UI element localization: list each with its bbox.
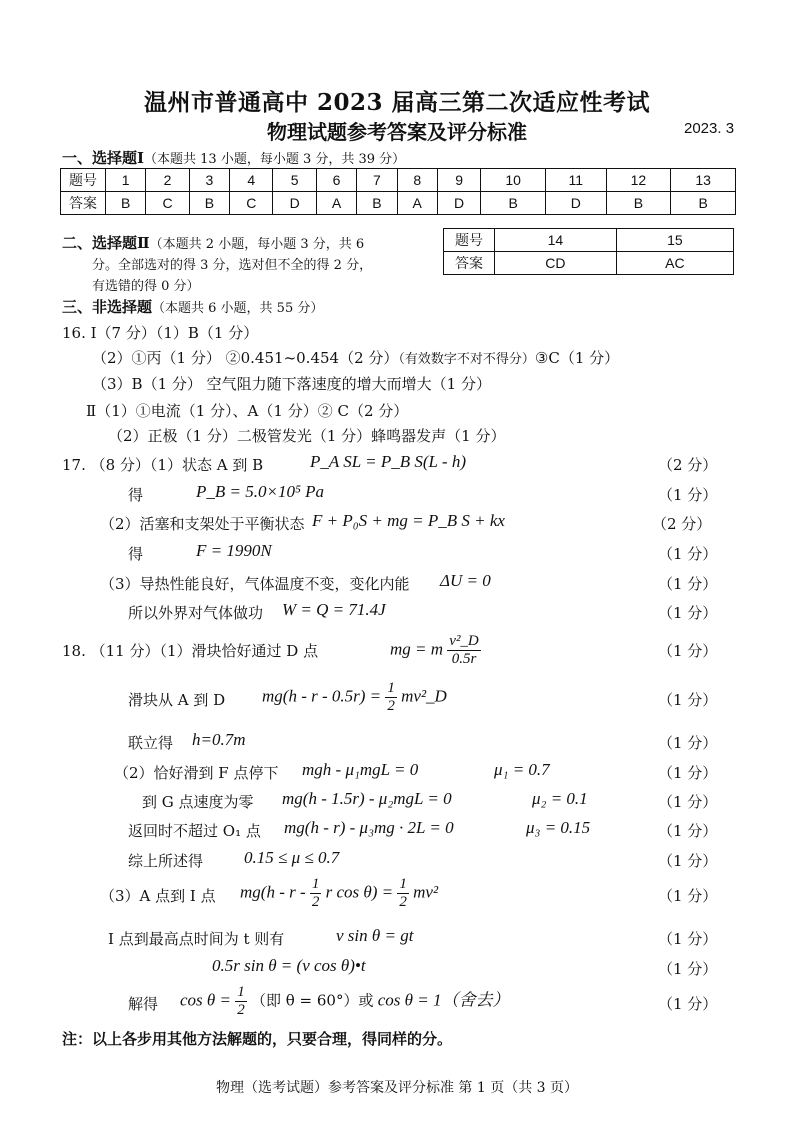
table-cell: B xyxy=(106,192,146,215)
table-row xyxy=(444,252,734,275)
q17-line2-math: P_B = 5.0×10⁵ Pa xyxy=(196,482,325,501)
table-row xyxy=(444,229,734,252)
table-cell: C xyxy=(230,192,273,215)
q18-line2-lhs: mg(h - r - 0.5r) = xyxy=(262,686,382,706)
page-subtitle: 物理试题参考答案及评分标准 xyxy=(267,120,527,144)
section3-title: 三、非选择题 xyxy=(62,298,153,316)
fraction-denominator: 2 xyxy=(399,894,407,910)
table-cell: B xyxy=(481,192,546,215)
table-cell: 3 xyxy=(189,169,229,192)
table-cell: CD xyxy=(495,252,617,275)
table-row xyxy=(61,192,736,215)
q18-line1-points: （1 分） xyxy=(658,642,718,660)
table-cell: 13 xyxy=(671,169,736,192)
q18-line4-text: （2）恰好滑到 F 点停下 xyxy=(114,764,279,782)
fraction xyxy=(385,680,397,715)
q18-line11-rhs: cos θ = 1（舍去） xyxy=(377,990,510,1010)
table-cell: A xyxy=(316,192,356,215)
q17-line6-math: W = Q = 71.4J xyxy=(282,600,386,619)
q18-line6-result: μ₃ = 0.15 xyxy=(526,818,591,837)
q17-line2-points: （1 分） xyxy=(658,486,718,504)
table-cell: 8 xyxy=(397,169,437,192)
q17-line4-points: （1 分） xyxy=(658,545,718,563)
q18-line7-math: 0.15 ≤ μ ≤ 0.7 xyxy=(244,848,340,867)
table-cell: 14 xyxy=(495,229,617,252)
section1-heading xyxy=(62,147,405,168)
q18-line6-points: （1 分） xyxy=(658,822,718,840)
table-cell: D xyxy=(545,192,606,215)
q18-line8-text: （3）A 点到 I 点 xyxy=(100,887,216,905)
table-cell: 6 xyxy=(316,169,356,192)
section2-line3: 有选错的得 0 分） xyxy=(92,279,200,294)
q18-line6-text: 返回时不超过 O₁ 点 xyxy=(128,822,261,840)
q18-line7-text: 综上所述得 xyxy=(128,852,204,870)
q17-line5-math: ΔU = 0 xyxy=(440,571,491,590)
q18-line8-lhs: mg(h - r - xyxy=(240,882,306,902)
section2-desc: （本题共 2 小题，每小题 3 分，共 6 xyxy=(149,237,365,252)
q17-line1-points: （2 分） xyxy=(658,456,718,474)
q17-line1-text: 17. （8 分）（1）状态 A 到 B xyxy=(62,456,264,474)
table-cell: B xyxy=(606,192,671,215)
q18-line10-math: 0.5r sin θ = (v cos θ)•t xyxy=(212,956,366,975)
q18-line1-math xyxy=(390,633,481,668)
q17-line3-points: （2 分） xyxy=(652,515,712,533)
q18-line5-result: μ₂ = 0.1 xyxy=(532,789,588,808)
table-cell: B xyxy=(357,192,397,215)
table-row xyxy=(61,169,736,192)
q17-line4-math: F = 1990N xyxy=(196,541,272,560)
table-cell: AC xyxy=(616,252,733,275)
q18-line3-math: h=0.7m xyxy=(192,730,246,749)
q18-line1-lhs: mg = m xyxy=(390,639,444,659)
fraction-numerator: 1 xyxy=(311,876,320,892)
q18-line10-points: （1 分） xyxy=(658,960,718,978)
table-cell: D xyxy=(273,192,316,215)
q16-line3: （3）B（1 分） 空气阻力随下落速度的增大而增大（1 分） xyxy=(92,375,491,393)
q18-line6-math: mg(h - r) - μ₃mg · 2L = 0 xyxy=(284,818,454,837)
q18-line8-points: （1 分） xyxy=(658,887,718,905)
section2-line2: 分。全部选对的得 3 分，选对但不全的得 2 分， xyxy=(92,258,373,273)
q18-line1-text: 18. （11 分）（1）滑块恰好通过 D 点 xyxy=(62,642,319,660)
fraction-numerator: 1 xyxy=(399,876,407,892)
q18-line7-points: （1 分） xyxy=(658,852,718,870)
q17-line6-points: （1 分） xyxy=(658,604,718,622)
q18-line2-rhs: mv²_D xyxy=(401,686,447,706)
q18-line9-points: （1 分） xyxy=(658,930,718,948)
q17-line3-math: F + P₀S + mg = P_B S + kx xyxy=(312,511,505,530)
fraction-numerator: 1 xyxy=(237,984,245,1000)
row-label-answer: 答案 xyxy=(61,192,106,215)
q18-line2-text: 滑块从 A 到 D xyxy=(128,691,226,709)
table-cell: 4 xyxy=(230,169,273,192)
q16-line4: Ⅱ（1）①电流（1 分）、A（1 分）② C（2 分） xyxy=(86,402,409,420)
q18-line4-points: （1 分） xyxy=(658,764,718,782)
q18-line11-text: 解得 xyxy=(128,995,159,1013)
q18-line9-text: I 点到最高点时间为 t 则有 xyxy=(108,930,285,948)
answer-table-1 xyxy=(60,168,736,215)
q17-line4-text: 得 xyxy=(128,545,144,563)
table-cell: 7 xyxy=(357,169,397,192)
row-label-number: 题号 xyxy=(444,229,495,252)
section3-heading xyxy=(62,296,323,317)
q17-line1-math: P_A SL = P_B S(L - h) xyxy=(310,452,466,471)
q17-line5-text: （3）导热性能良好，气体温度不变，变化内能 xyxy=(100,575,410,593)
fraction-denominator: 2 xyxy=(387,698,395,714)
answer-table-2 xyxy=(443,228,734,275)
table-cell: 2 xyxy=(146,169,189,192)
q18-line11-mid: （即 θ = 60°）或 xyxy=(250,991,374,1010)
q18-line11-points: （1 分） xyxy=(658,995,718,1013)
q17-line6-text: 所以外界对气体做功 xyxy=(128,604,264,622)
fraction xyxy=(397,876,409,911)
fraction-numerator: v²_D xyxy=(449,633,479,649)
q18-line11-lhs: cos θ = xyxy=(180,990,231,1010)
section3-desc: （本题共 6 小题，共 55 分） xyxy=(152,301,324,316)
section1-desc: （本题共 13 小题，每小题 3 分，共 39 分） xyxy=(144,152,406,167)
q18-line2-math xyxy=(262,680,447,715)
q18-line8-rhs: mv² xyxy=(413,882,439,902)
q16-line2a: （2）①丙（1 分） ②0.451~0.454（2 分） xyxy=(92,349,399,367)
page-title: 温州市普通高中 2023 届高三第二次适应性考试 xyxy=(143,89,651,116)
table-cell: 1 xyxy=(106,169,146,192)
table-cell: 12 xyxy=(606,169,671,192)
q18-line5-text: 到 G 点速度为零 xyxy=(142,793,254,811)
section1-title: 一、选择题Ⅰ xyxy=(62,149,145,167)
fraction-denominator: 2 xyxy=(311,894,320,910)
table-cell: 10 xyxy=(481,169,546,192)
q18-line8-math xyxy=(240,876,438,911)
q18-line8-mid: r cos θ) = xyxy=(325,882,394,902)
table-cell: 9 xyxy=(437,169,480,192)
section2-title: 二、选择题Ⅱ xyxy=(62,234,150,252)
q16-line2 xyxy=(92,347,619,368)
date-label: 2023. 3 xyxy=(684,120,735,137)
table-cell: B xyxy=(671,192,736,215)
q18-line5-points: （1 分） xyxy=(658,793,718,811)
q17-line2-text: 得 xyxy=(128,486,144,504)
q17-line3-text: （2）活塞和支架处于平衡状态 xyxy=(100,515,305,533)
q16-line2c: ③C（1 分） xyxy=(534,349,620,367)
section2-line1 xyxy=(62,232,364,253)
table-cell: 11 xyxy=(545,169,606,192)
table-cell: 15 xyxy=(616,229,733,252)
table-cell: B xyxy=(189,192,229,215)
table-cell: D xyxy=(437,192,480,215)
table-cell: C xyxy=(146,192,189,215)
q16-line2b: （有效数字不对不得分） xyxy=(398,352,535,367)
row-label-number: 题号 xyxy=(61,169,106,192)
q18-line5-math: mg(h - 1.5r) - μ₂mgL = 0 xyxy=(282,789,452,808)
q16-line1: 16. Ⅰ（7 分）（1）B（1 分） xyxy=(62,324,259,342)
q16-line5: （2）正极（1 分）二极管发光（1 分）蜂鸣器发声（1 分） xyxy=(108,427,506,445)
footnote: 注：以上各步用其他方法解题的，只要合理，得同样的分。 xyxy=(62,1030,453,1048)
fraction-denominator: 0.5r xyxy=(451,651,477,667)
q18-line4-result: μ₁ = 0.7 xyxy=(494,760,550,779)
row-label-answer: 答案 xyxy=(444,252,495,275)
q18-line11-math xyxy=(180,984,509,1019)
q18-line3-text: 联立得 xyxy=(128,734,174,752)
page-footer: 物理（选考试题）参考答案及评分标准 第 1 页（共 3 页） xyxy=(215,1080,579,1096)
fraction xyxy=(447,633,481,668)
fraction-numerator: 1 xyxy=(387,680,395,696)
q17-line5-points: （1 分） xyxy=(658,575,718,593)
q18-line2-points: （1 分） xyxy=(658,691,718,709)
q18-line4-math: mgh - μ₁mgL = 0 xyxy=(302,760,419,779)
fraction xyxy=(235,984,247,1019)
fraction xyxy=(310,876,322,911)
table-cell: 5 xyxy=(273,169,316,192)
q18-line3-points: （1 分） xyxy=(658,734,718,752)
table-cell: A xyxy=(397,192,437,215)
fraction-denominator: 2 xyxy=(237,1002,245,1018)
q18-line9-math: v sin θ = gt xyxy=(336,926,414,945)
